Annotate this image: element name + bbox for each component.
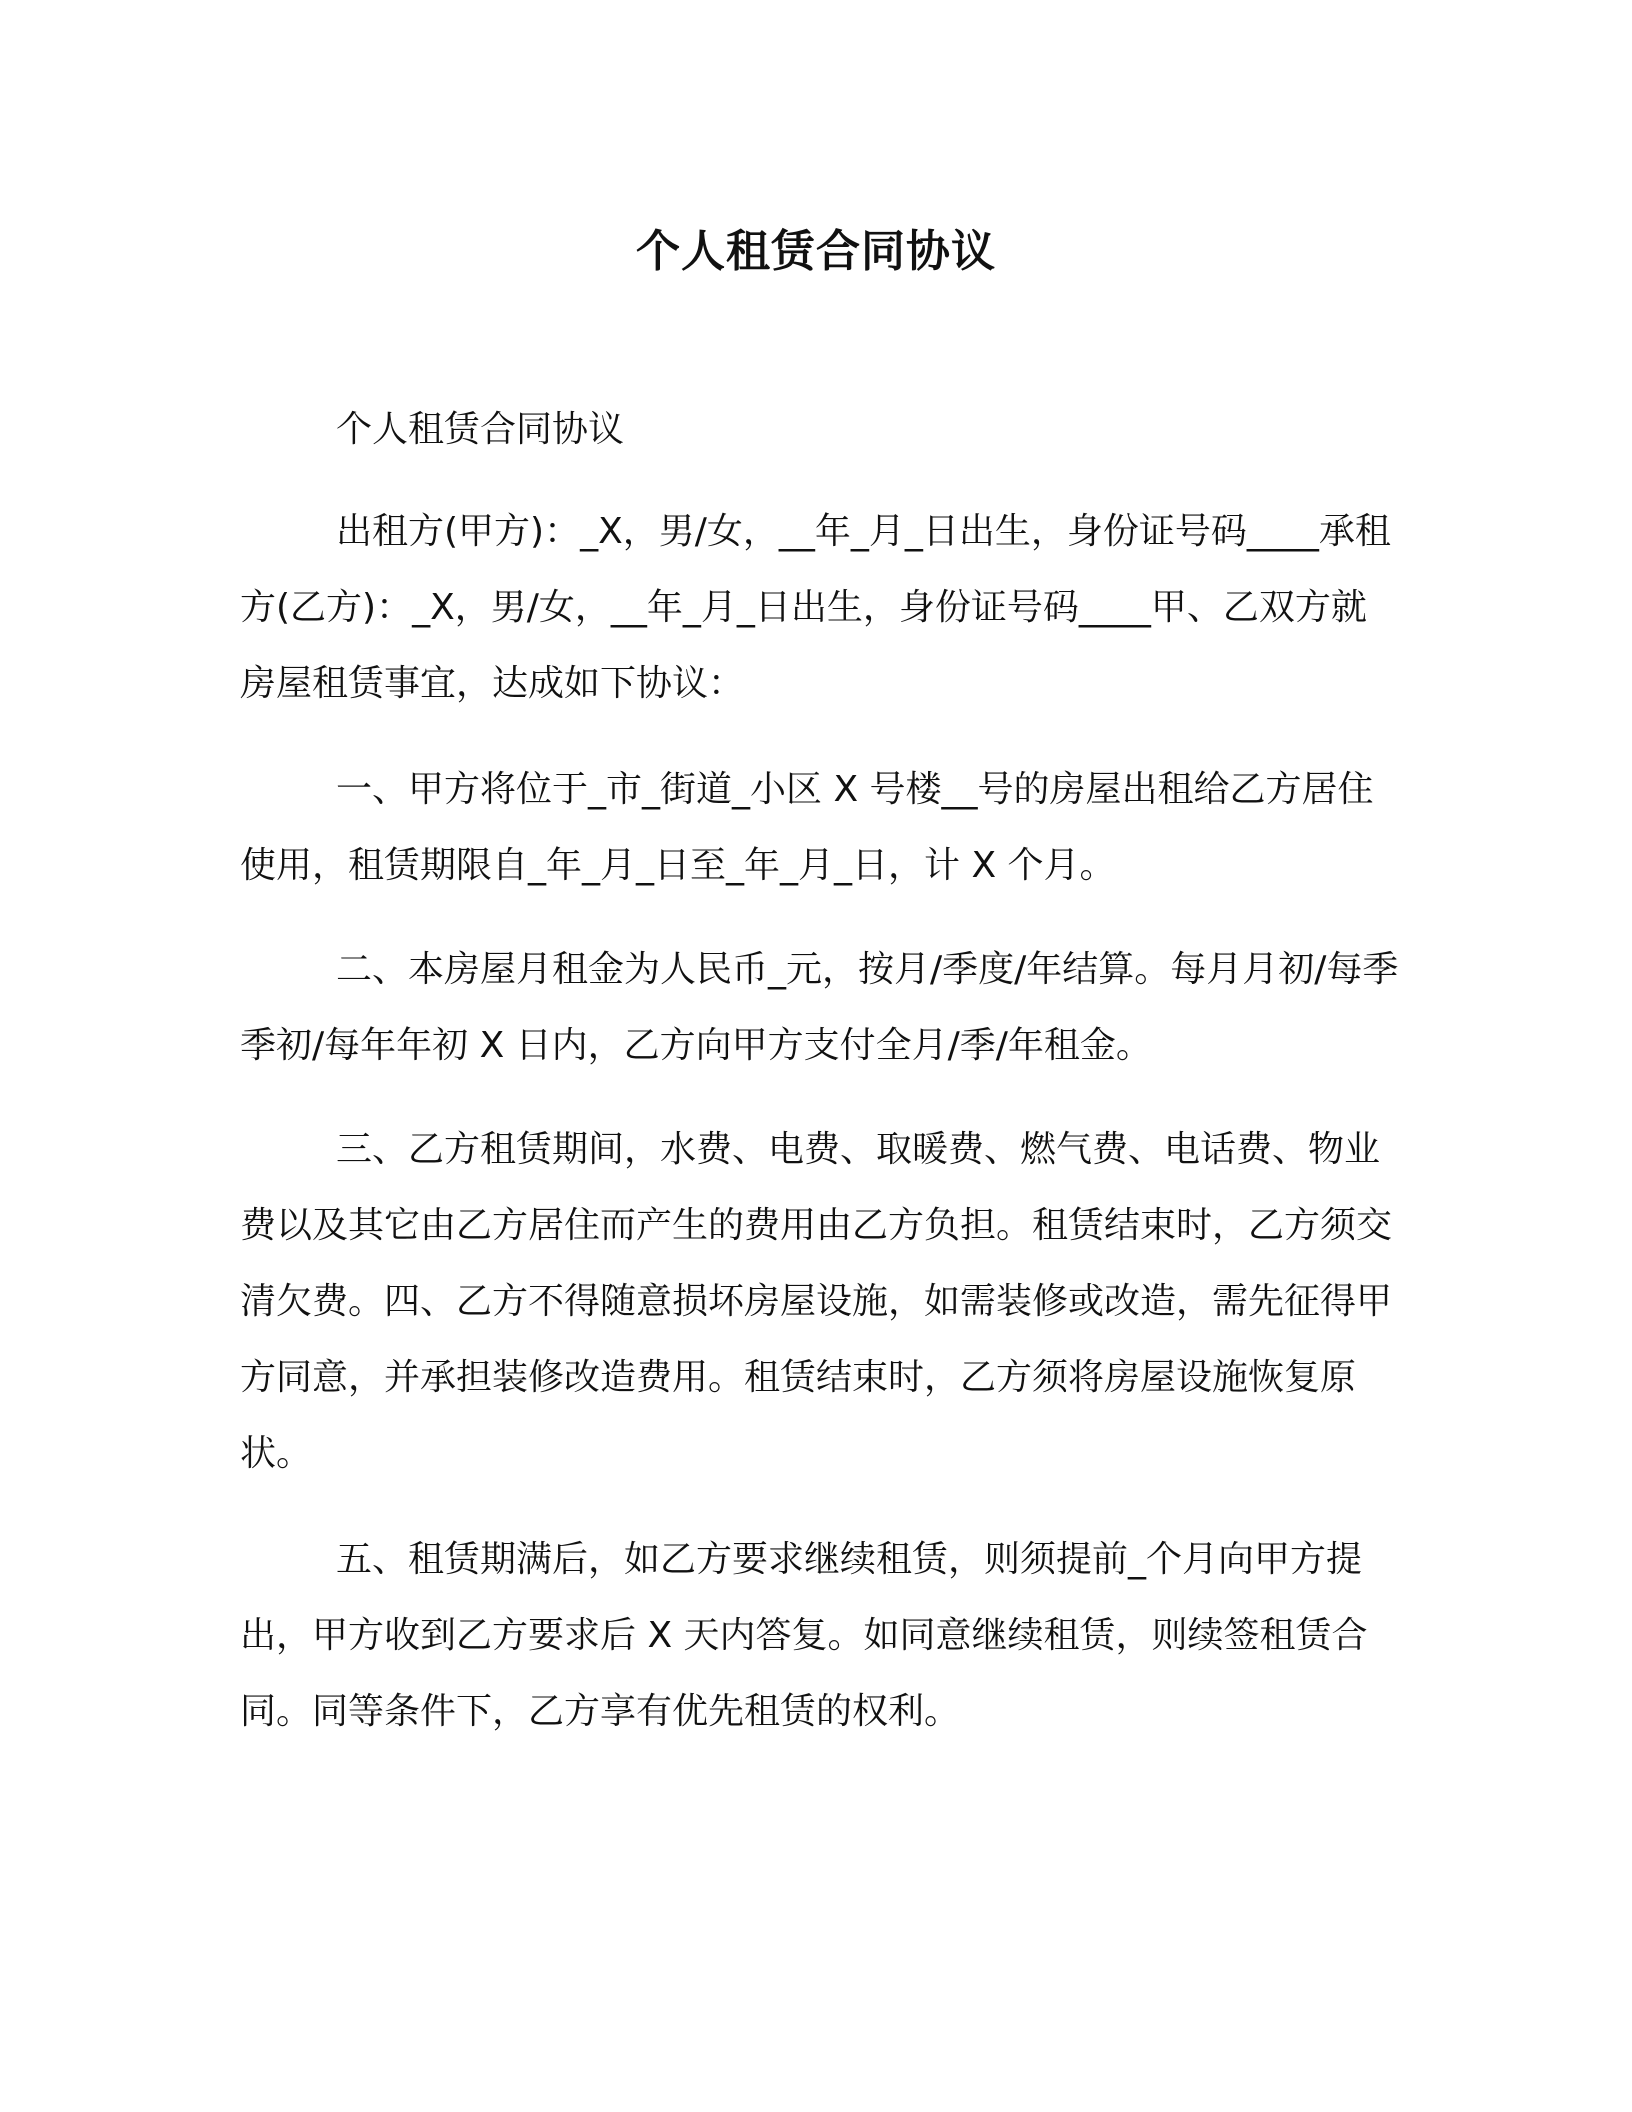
parties-paragraph: 出租方(甲方)：_X，男/女，__年_月_日出生，身份证号码____承租方(乙方)：_X，男/女，__年_月_日出生，身份证号码____甲、乙双方就房屋租赁事宜，达成如下协议： xyxy=(240,511,1391,704)
document-subtitle: 个人租赁合同协议 xyxy=(336,409,625,450)
document-title: 个人租赁合同协议 xyxy=(636,226,996,277)
article-3-4-paragraph: 三、乙方租赁期间，水费、电费、取暖费、燃气费、电话费、物业费以及其它由乙方居住而产生的费用由乙方负担。租赁结束时，乙方须交清欠费。四、乙方不得随意损坏房屋设施，如需装修或改造，需先征得甲方同意，并承担装修改造费用。租赁结束时，乙方须将房屋设施恢复原状。 xyxy=(240,1129,1393,1474)
article-5-paragraph: 五、租赁期满后，如乙方要求继续租赁，则须提前_个月向甲方提出，甲方收到乙方要求后 X 天内答复。如同意继续租赁，则续签租赁合同。同等条件下，乙方享有优先租赁的权利。 xyxy=(240,1539,1368,1732)
article-2-paragraph: 二、本房屋月租金为人民币_元，按月/季度/年结算。每月月初/每季季初/每年年初 X 日内，乙方向甲方支付全月/季/年租金。 xyxy=(240,949,1399,1066)
article-1-paragraph: 一、甲方将位于_市_街道_小区 X 号楼__号的房屋出租给乙方居住使用，租赁期限自_年_月_日至_年_月_日，计 X 个月。 xyxy=(240,769,1374,886)
